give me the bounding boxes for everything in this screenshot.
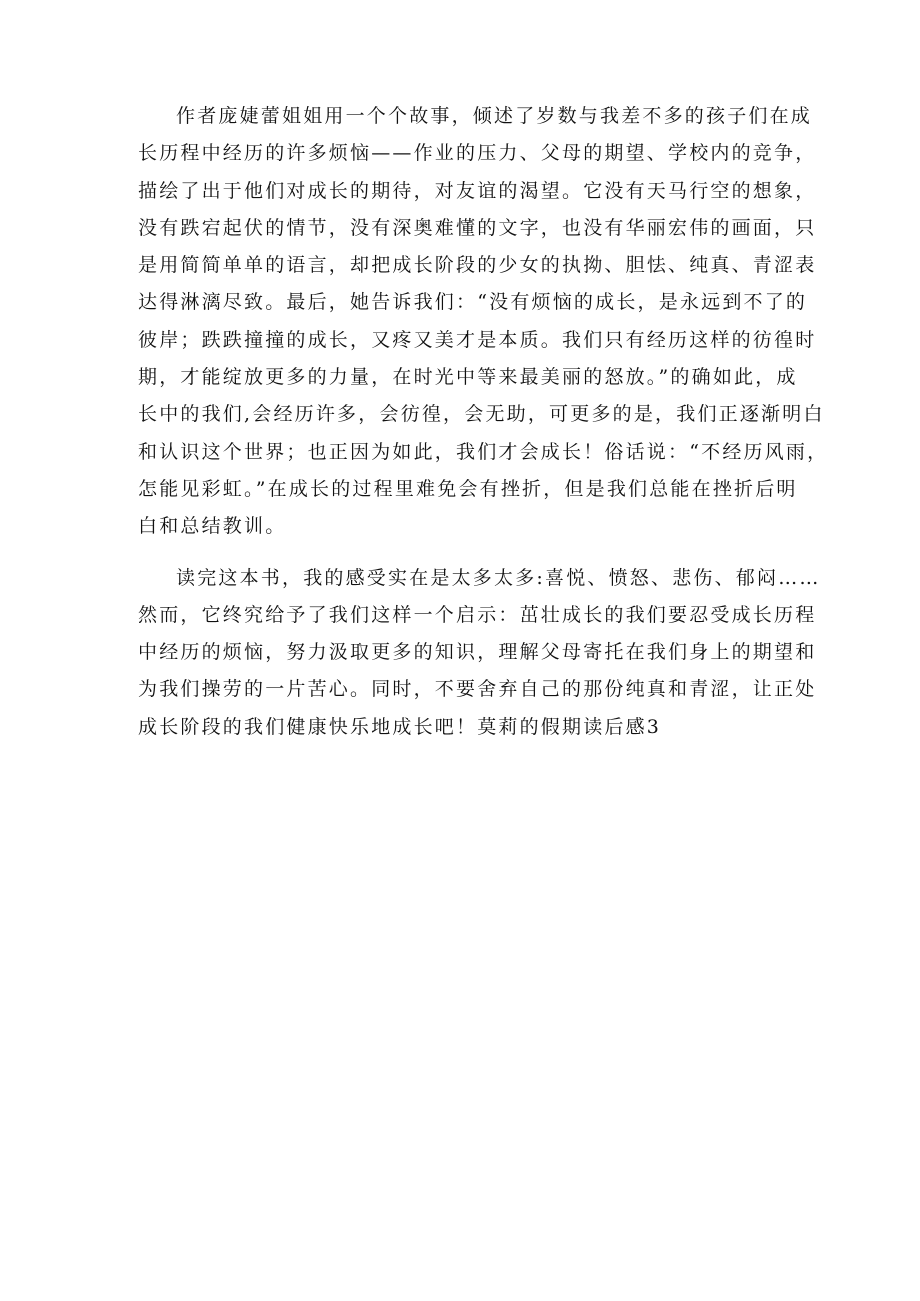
paragraph-line: 然而，它终究给予了我们这样一个启示：茁壮成长的我们要忍受成长历程 [138, 603, 817, 626]
paragraph-line: 成长阶段的我们健康快乐地成长吧！莫莉的假期读后感3 [138, 715, 662, 738]
paragraph-line: 描绘了出于他们对成长的期待，对友谊的渴望。它没有天马行空的想象， [138, 179, 817, 202]
paragraph-line: 为我们操劳的一片苦心。同时，不要舍弃自己的那份纯真和青涩，让正处 [138, 678, 817, 701]
paragraph-line: 读完这本书，我的感受实在是太多太多:喜悦、愤怒、悲伤、郁闷…… [176, 566, 821, 589]
paragraph-line: 怎能见彩虹。”在成长的过程里难免会有挫折，但是我们总能在挫折后明 [138, 477, 798, 500]
paragraph-2 [138, 560, 821, 746]
paragraph-line: 和认识这个世界；也正因为如此，我们才会成长！俗话说：“不经历风雨， [138, 440, 829, 463]
paragraph-1 [138, 98, 829, 546]
paragraph-line: 作者庞婕蕾姐姐用一个个故事，倾述了岁数与我差不多的孩子们在成 [176, 105, 813, 127]
paragraph-line: 长中的我们,会经历许多，会彷徨，会无助，可更多的是，我们正逐渐明白 [138, 403, 825, 426]
paragraph-line: 期，才能绽放更多的力量，在时光中等来最美丽的怒放。”的确如此，成 [138, 366, 798, 389]
paragraph-spacer [138, 546, 793, 560]
paragraph-line: 长历程中经历的许多烦恼——作业的压力、父母的期望、学校内的竞争， [138, 142, 817, 165]
paragraph-line: 彼岸；跌跌撞撞的成长，又疼又美才是本质。我们只有经历这样的彷徨时 [138, 328, 817, 351]
paragraph-line: 白和总结教训。 [138, 515, 287, 538]
document-body [138, 98, 829, 746]
paragraph-line: 没有跌宕起伏的情节，没有深奥难懂的文字，也没有华丽宏伟的画面，只 [138, 216, 817, 239]
paragraph-line: 达得淋漓尽致。最后，她告诉我们：“没有烦恼的成长，是永远到不了的 [138, 291, 808, 314]
paragraph-line: 中经历的烦恼，努力汲取更多的知识，理解父母寄托在我们身上的期望和 [138, 641, 817, 664]
paragraph-line: 是用简简单单的语言，却把成长阶段的少女的执拗、胆怯、纯真、青涩表 [138, 254, 817, 277]
